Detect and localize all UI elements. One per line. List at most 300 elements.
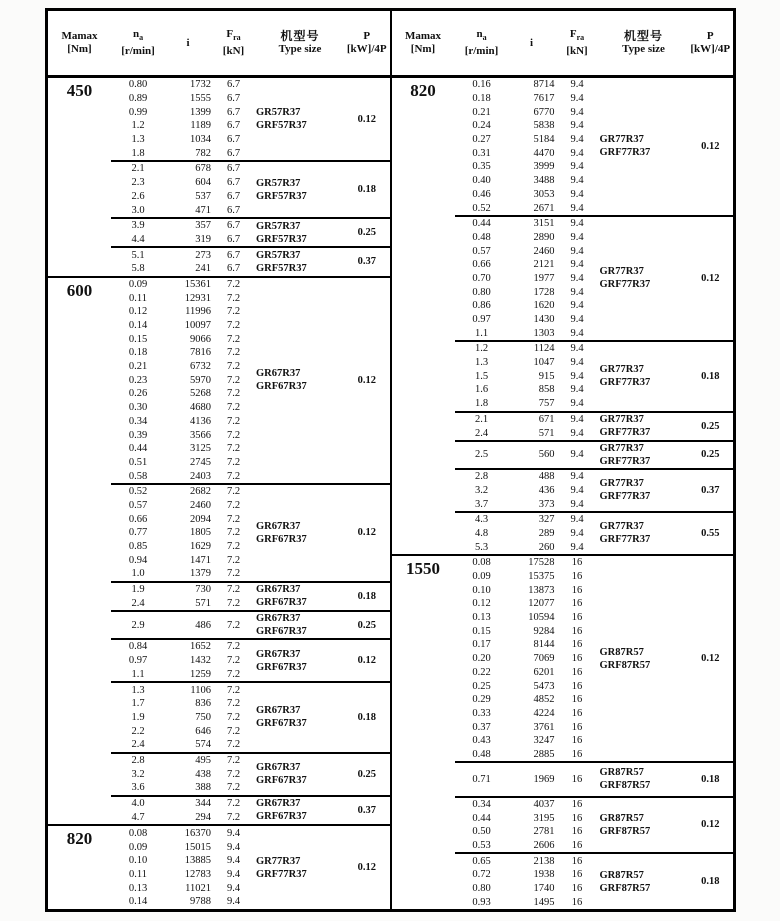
- fra-value: 7.2: [226, 568, 241, 580]
- ratio-value: 471: [195, 204, 211, 216]
- na-value: 2.9: [131, 619, 145, 631]
- table-row: [455, 188, 600, 202]
- power-rating: 0.25: [701, 420, 720, 432]
- fra-value: 7.2: [226, 541, 241, 553]
- fra-value: 9.4: [570, 120, 584, 132]
- na-value: 0.80: [472, 286, 491, 298]
- ratio-value: 10594: [528, 612, 555, 624]
- table-row: [111, 133, 256, 147]
- type-size-name: GR57R37: [256, 249, 301, 261]
- type-size-name: GRF77R37: [599, 491, 651, 503]
- ratio-value: 757: [538, 398, 555, 410]
- na-value: 0.46: [472, 188, 491, 200]
- ratio-group: [111, 78, 390, 160]
- header-type-size: 机型号 Type size: [622, 29, 665, 55]
- ratio-value: 6732: [190, 361, 211, 373]
- ratio-value: 1430: [533, 314, 555, 326]
- ratio-value: 2138: [533, 855, 555, 867]
- table-row: [455, 272, 600, 286]
- type-size-name: GRF67R37: [256, 533, 307, 545]
- ratio-value: 5268: [190, 388, 211, 400]
- na-value: 0.77: [128, 527, 148, 539]
- torque-section: [392, 554, 734, 909]
- fra-value: 6.7: [226, 106, 241, 118]
- type-size-name: GRF67R37: [256, 661, 307, 673]
- na-value: 0.14: [128, 896, 148, 908]
- ratio-value: 7816: [190, 347, 211, 359]
- ratio-value: 4224: [533, 707, 555, 719]
- type-size-name: GRF57R37: [256, 190, 307, 202]
- na-value: 0.89: [128, 93, 148, 105]
- fra-value: 7.2: [226, 402, 241, 414]
- table-row: [455, 231, 600, 245]
- type-size: [256, 754, 344, 795]
- torque-section: [48, 824, 390, 909]
- ratio-value: 260: [538, 541, 555, 553]
- table-row: [111, 668, 256, 682]
- ratio-value: 1047: [533, 357, 555, 369]
- fra-value: 6.7: [226, 204, 241, 216]
- header-na: $n_a$ [r/min]: [464, 28, 499, 57]
- ratio-value: 1124: [533, 343, 555, 355]
- table-half-right: [390, 11, 734, 909]
- na-value: 0.33: [472, 707, 491, 719]
- table-row: [111, 881, 256, 895]
- ratio-value: 15375: [528, 571, 555, 583]
- table-row: [455, 540, 600, 554]
- na-value: 0.31: [472, 147, 491, 159]
- na-value: 2.8: [474, 471, 489, 483]
- fra-value: 9.4: [570, 134, 584, 146]
- table-row: [455, 854, 600, 868]
- ratio-value: 344: [195, 798, 211, 810]
- ratio-value: 8144: [533, 639, 555, 651]
- group-rows: [111, 162, 256, 217]
- fra-value: 6.7: [226, 263, 241, 275]
- ratio-value: 13885: [184, 855, 211, 867]
- na-value: 0.94: [128, 554, 148, 566]
- ratio-value: 7069: [533, 653, 555, 665]
- ratio-value: 3761: [533, 721, 555, 733]
- power-rating: 0.18: [357, 711, 376, 723]
- ratio-value: 1728: [533, 286, 555, 298]
- fra-value: 9.4: [570, 327, 584, 339]
- na-value: 1.5: [474, 370, 489, 382]
- group-rows: [111, 640, 256, 681]
- na-value: 3.2: [131, 768, 145, 780]
- ratio-value: 858: [538, 384, 555, 396]
- table-row: [111, 291, 256, 305]
- section-groups: [111, 826, 390, 909]
- ratio-value: 2885: [533, 748, 555, 760]
- group-rows: [111, 797, 256, 824]
- header-fra: $F_{ra}$ [kN]: [566, 28, 588, 57]
- type-size: [600, 342, 688, 410]
- ratio-value: 1106: [190, 684, 211, 696]
- group-rows: [111, 219, 256, 246]
- section-torque-label: 600: [66, 280, 93, 300]
- na-value: 4.0: [131, 798, 145, 810]
- type-size: [600, 413, 688, 440]
- na-value: 0.16: [472, 79, 491, 91]
- ratio-value: 2606: [533, 839, 555, 851]
- ratio-value: 3151: [533, 218, 555, 230]
- table-row: [455, 882, 600, 896]
- type-size-name: GR67R37: [256, 648, 301, 660]
- ratio-value: 1189: [190, 120, 211, 132]
- ratio-value: 495: [195, 754, 211, 766]
- table-row: [455, 78, 600, 92]
- na-value: 1.0: [131, 568, 145, 580]
- fra-value: 9.4: [570, 384, 584, 396]
- power-rating: 0.12: [701, 819, 720, 831]
- table-row: [111, 512, 256, 526]
- table-row: [111, 105, 256, 119]
- na-value: 0.13: [128, 882, 148, 894]
- na-value: 3.9: [131, 220, 145, 232]
- na-value: 5.1: [131, 249, 145, 261]
- ratio-value: 1471: [190, 554, 211, 566]
- fra-value: 9.4: [570, 471, 584, 483]
- group-rows: [111, 485, 256, 581]
- fra-value: 9.4: [570, 175, 584, 187]
- type-size-name: GRF77R37: [599, 534, 651, 546]
- na-value: 0.44: [472, 812, 491, 824]
- ratio-value: 2403: [190, 470, 211, 482]
- ratio-value: 1620: [533, 300, 555, 312]
- fra-value: 16: [571, 798, 583, 810]
- na-value: 0.52: [472, 202, 491, 214]
- type-size: [600, 470, 688, 511]
- na-value: 0.57: [472, 245, 491, 257]
- fra-value: 7.2: [226, 768, 241, 780]
- fra-value: 7.2: [226, 513, 241, 525]
- table-row: [455, 720, 600, 734]
- fra-value: 9.4: [226, 868, 241, 880]
- type-size: [600, 78, 688, 215]
- type-size: [600, 854, 688, 909]
- table-row: [111, 854, 256, 868]
- table-row: [455, 383, 600, 397]
- ratio-value: 7617: [533, 93, 555, 105]
- fra-value: 16: [571, 571, 583, 583]
- type-size-name: GR87R57: [599, 646, 644, 658]
- fra-value: 9.4: [570, 202, 584, 214]
- ratio-value: 2460: [190, 499, 211, 511]
- table-row: [111, 724, 256, 738]
- fra-value: 7.2: [226, 333, 241, 345]
- table-row: [111, 387, 256, 401]
- type-size-name: GR77R37: [256, 855, 301, 867]
- na-value: 0.20: [472, 653, 491, 665]
- fra-value: 16: [571, 707, 583, 719]
- table-row: [455, 369, 600, 383]
- fra-value: 9.4: [570, 272, 584, 284]
- table-row: [455, 707, 600, 721]
- na-value: 0.09: [472, 571, 491, 583]
- type-size-name: GRF67R37: [256, 718, 307, 730]
- na-value: 4.7: [131, 811, 145, 823]
- table-row: [455, 133, 600, 147]
- fra-value: 9.4: [226, 855, 241, 867]
- table-row: [455, 244, 600, 258]
- na-value: 0.08: [128, 827, 148, 839]
- fra-value: 7.2: [226, 429, 241, 441]
- fra-value: 7.2: [226, 711, 241, 723]
- power-rating: 0.12: [701, 140, 720, 152]
- na-value: 4.8: [474, 527, 489, 539]
- header-fra: $F_{ra}$ [kN]: [222, 28, 245, 57]
- power-rating: 0.18: [701, 773, 720, 785]
- ratio-value: 9066: [190, 333, 211, 345]
- ratio-value: 1938: [533, 869, 555, 881]
- fra-value: 9.4: [570, 314, 584, 326]
- na-value: 0.72: [472, 869, 491, 881]
- na-value: 0.70: [472, 272, 491, 284]
- torque-section: [392, 78, 734, 554]
- na-value: 2.4: [131, 739, 145, 751]
- fra-value: 7.2: [226, 470, 241, 482]
- type-size: [256, 278, 344, 483]
- na-value: 2.1: [131, 163, 145, 175]
- fra-value: 7.2: [226, 698, 241, 710]
- fra-value: 7.2: [226, 278, 241, 290]
- table-row: [111, 683, 256, 697]
- fra-value: 7.2: [226, 374, 241, 386]
- table-row: [111, 456, 256, 470]
- ratio-value: 3195: [533, 812, 555, 824]
- fra-value: 6.7: [226, 220, 241, 232]
- fra-value: 6.7: [226, 120, 241, 132]
- table-row: [111, 485, 256, 499]
- table-row: [455, 734, 600, 748]
- ratio-group: [111, 826, 390, 909]
- ratio-value: 646: [195, 725, 211, 737]
- table-row: [455, 895, 600, 909]
- table-row: [455, 583, 600, 597]
- fra-value: 16: [571, 625, 583, 637]
- table-row: [111, 640, 256, 654]
- type-size: [256, 248, 344, 275]
- fra-value: 9.4: [570, 514, 584, 526]
- fra-value: 7.2: [226, 306, 241, 318]
- na-value: 3.6: [131, 782, 145, 794]
- type-size: [256, 219, 344, 246]
- table-row: [455, 342, 600, 356]
- table-row: [455, 773, 600, 787]
- fra-value: 16: [571, 694, 583, 706]
- type-size-name: GRF57R37: [256, 262, 307, 274]
- na-value: 0.50: [472, 826, 491, 838]
- fra-value: 16: [571, 721, 583, 733]
- na-value: 0.24: [472, 120, 491, 132]
- na-value: 2.2: [131, 725, 145, 737]
- table-row: [111, 401, 256, 415]
- ratio-value: 571: [195, 597, 211, 609]
- table-row: [455, 146, 600, 160]
- na-value: 0.30: [128, 402, 148, 414]
- ratio-value: 15015: [184, 841, 211, 853]
- fra-value: 16: [571, 680, 583, 692]
- na-value: 5.3: [474, 541, 489, 553]
- na-value: 0.08: [472, 557, 491, 569]
- group-rows: [455, 556, 600, 761]
- fra-value: 6.7: [226, 177, 241, 189]
- na-value: 0.12: [472, 598, 491, 610]
- fra-value: 16: [571, 598, 583, 610]
- na-value: 0.15: [128, 333, 148, 345]
- type-size: [600, 513, 688, 554]
- power-rating: 0.12: [701, 653, 720, 665]
- fra-value: 6.7: [226, 249, 241, 261]
- ratio-value: 373: [538, 498, 555, 510]
- fra-value: 9.4: [570, 286, 584, 298]
- na-value: 0.48: [472, 231, 491, 243]
- ratio-value: 560: [538, 449, 555, 461]
- ratio-value: 12931: [184, 292, 211, 304]
- fra-value: 9.4: [570, 93, 584, 105]
- na-value: 0.18: [472, 93, 491, 105]
- fra-value: 7.2: [226, 684, 241, 696]
- fra-value: 9.4: [570, 259, 584, 271]
- fra-value: 16: [571, 557, 583, 569]
- na-value: 2.3: [131, 177, 145, 189]
- na-value: 0.66: [472, 259, 491, 271]
- type-size-name: GR57R37: [256, 220, 301, 232]
- table-row: [455, 484, 600, 498]
- type-size-name: GR77R37: [599, 266, 644, 278]
- torque-section: [48, 78, 390, 276]
- table-row: [455, 638, 600, 652]
- na-value: 0.34: [472, 798, 491, 810]
- ratio-value: 388: [195, 782, 211, 794]
- fra-value: 9.4: [570, 79, 584, 91]
- table-row: [111, 618, 256, 632]
- table-row: [455, 397, 600, 411]
- type-size-name: GRF87R57: [599, 780, 651, 792]
- fra-value: 6.7: [226, 134, 241, 146]
- na-value: 5.8: [131, 263, 145, 275]
- section-groups: [455, 556, 734, 909]
- ratio-value: 2781: [533, 826, 555, 838]
- fra-value: 9.4: [570, 541, 584, 553]
- na-value: 0.65: [472, 855, 491, 867]
- na-value: 0.17: [472, 639, 491, 651]
- na-value: 0.18: [128, 347, 148, 359]
- table-row: [111, 233, 256, 247]
- fra-value: 7.2: [226, 499, 241, 511]
- ratio-value: 2682: [190, 486, 211, 498]
- fra-value: 6.7: [226, 233, 241, 245]
- table-row: [455, 798, 600, 812]
- fra-value: 16: [571, 882, 583, 894]
- type-size: [600, 798, 688, 853]
- ratio-value: 357: [195, 220, 211, 232]
- power-rating: 0.25: [357, 768, 376, 780]
- fra-value: 7.2: [226, 388, 241, 400]
- ratio-value: 5838: [533, 120, 555, 132]
- group-rows: [111, 248, 256, 275]
- ratio-value: 2094: [190, 513, 211, 525]
- ratio-value: 4680: [190, 402, 211, 414]
- table-row: [111, 203, 256, 217]
- na-value: 0.53: [472, 839, 491, 851]
- na-value: 1.3: [131, 134, 145, 146]
- fra-value: 9.4: [570, 343, 584, 355]
- na-value: 0.52: [128, 486, 148, 498]
- fra-value: 7.2: [226, 668, 241, 680]
- table-row: [455, 356, 600, 370]
- fra-value: 7.2: [226, 584, 241, 596]
- na-value: 1.9: [131, 711, 145, 723]
- table-row: [111, 262, 256, 276]
- na-value: 4.4: [131, 233, 145, 245]
- gearmotor-spec-table: [45, 8, 736, 912]
- type-size-name: GRF67R37: [256, 626, 307, 638]
- fra-value: 6.7: [226, 147, 241, 159]
- table-row: [455, 611, 600, 625]
- table-row: [111, 826, 256, 840]
- fra-value: 6.7: [226, 93, 241, 105]
- type-size-name: GRF77R37: [599, 455, 651, 467]
- group-rows: [111, 278, 256, 483]
- na-value: 0.44: [472, 218, 491, 230]
- table-row: [455, 413, 600, 427]
- na-value: 0.22: [472, 666, 491, 678]
- ratio-value: 1034: [190, 134, 211, 146]
- type-size-name: GRF87R57: [599, 659, 651, 671]
- table-row: [455, 299, 600, 313]
- section-groups: [111, 78, 390, 276]
- na-value: 0.11: [129, 868, 147, 880]
- fra-value: 9.4: [570, 527, 584, 539]
- ratio-value: 3247: [533, 735, 555, 747]
- fra-value: 7.2: [226, 486, 241, 498]
- ratio-value: 10097: [184, 320, 211, 332]
- ratio-value: 6201: [533, 666, 555, 678]
- type-size-name: GR57R37: [256, 107, 301, 119]
- header-mamax: Mamax [Nm]: [61, 30, 98, 55]
- na-value: 0.23: [128, 374, 148, 386]
- table-row: [455, 119, 600, 133]
- table-row: [455, 426, 600, 440]
- type-size-name: GR57R37: [256, 177, 301, 189]
- fra-value: 7.2: [226, 655, 241, 667]
- header-mamax: Mamax [Nm]: [404, 30, 442, 55]
- na-value: 0.97: [472, 314, 491, 326]
- fra-value: 9.4: [570, 398, 584, 410]
- ratio-value: 1495: [533, 896, 555, 908]
- fra-value: 7.2: [226, 415, 241, 427]
- ratio-value: 2671: [533, 202, 555, 214]
- type-size-name: GR67R37: [256, 584, 301, 596]
- fra-value: 9.4: [570, 106, 584, 118]
- na-value: 0.13: [472, 612, 491, 624]
- table-row: [111, 553, 256, 567]
- na-value: 0.11: [129, 292, 147, 304]
- fra-value: 9.4: [226, 827, 241, 839]
- ratio-value: 9788: [190, 896, 211, 908]
- type-size-name: GRF57R37: [256, 120, 307, 132]
- ratio-group: [455, 556, 734, 761]
- ratio-value: 241: [195, 263, 211, 275]
- table-row: [455, 811, 600, 825]
- type-size-name: GR87R57: [599, 869, 644, 881]
- ratio-value: 13873: [528, 584, 555, 596]
- group-rows: [455, 854, 600, 909]
- ratio-value: 1399: [190, 106, 211, 118]
- type-size-name: GR67R37: [256, 798, 301, 810]
